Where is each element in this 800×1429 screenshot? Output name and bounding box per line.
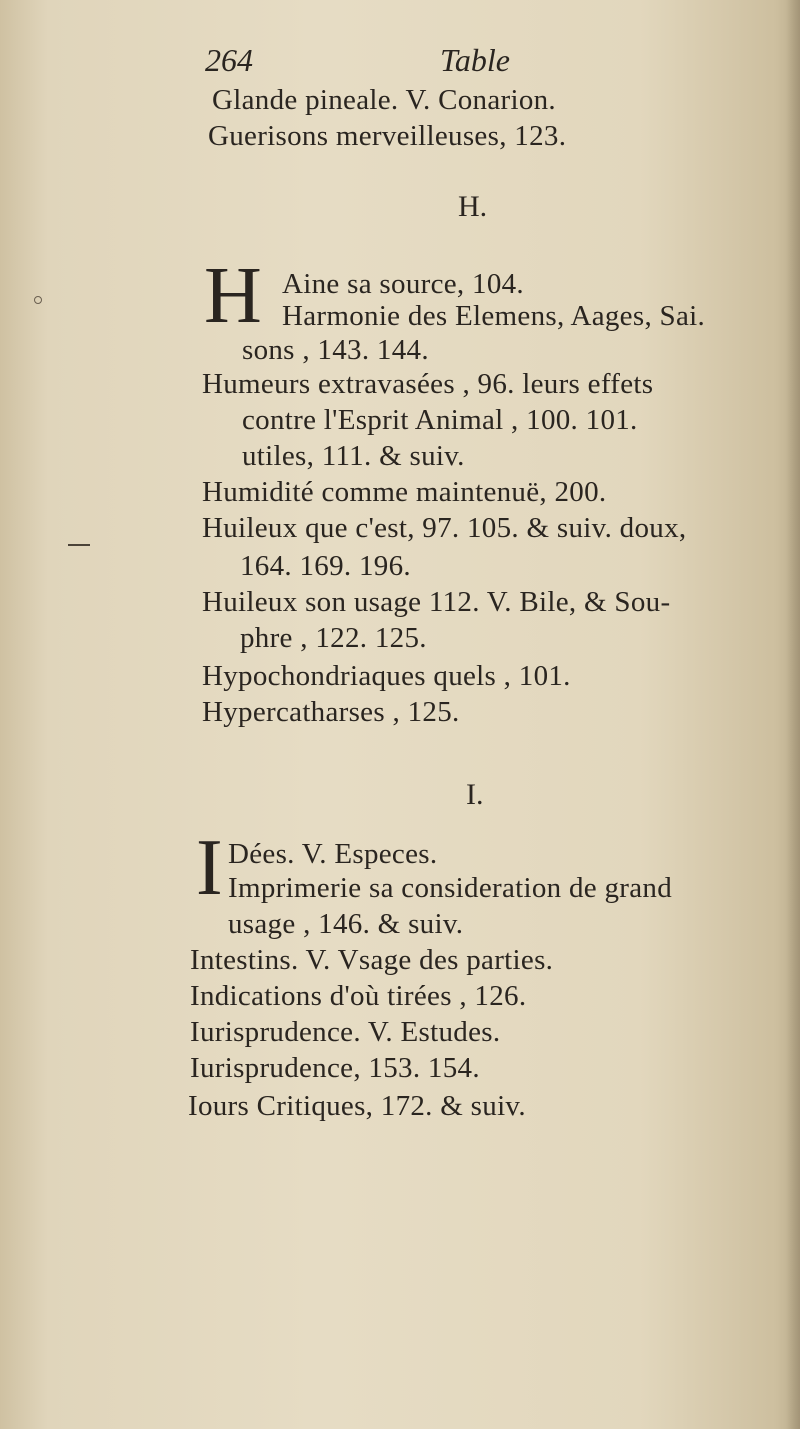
index-entry: Indications d'où tirées , 126. bbox=[190, 980, 527, 1012]
index-entry: Humidité comme maintenuë, 200. bbox=[202, 476, 607, 508]
page-number: 264 bbox=[205, 42, 253, 78]
index-entry: sons , 143. 144. bbox=[242, 334, 429, 366]
index-entry: Aine sa source, 104. bbox=[282, 268, 524, 300]
dropcap-i: I bbox=[196, 824, 223, 912]
margin-mark bbox=[68, 544, 90, 546]
index-entry: Glande pineale. V. Conarion. bbox=[212, 84, 556, 116]
index-entry: usage , 146. & suiv. bbox=[228, 908, 464, 940]
dropcap-h: H bbox=[204, 252, 262, 340]
section-letter-i: I. bbox=[466, 778, 484, 811]
index-entry: Huileux que c'est, 97. 105. & suiv. doux, bbox=[202, 512, 687, 544]
index-entry: Iurisprudence, 153. 154. bbox=[190, 1052, 480, 1084]
index-entry: Imprimerie sa consideration de grand bbox=[228, 872, 673, 904]
margin-dot bbox=[34, 296, 42, 304]
index-entry: Iurisprudence. V. Estudes. bbox=[190, 1016, 501, 1048]
index-entry: Humeurs extravasées , 96. leurs effets bbox=[202, 368, 654, 400]
page-edge-shadow bbox=[786, 0, 800, 1429]
index-entry: Huileux son usage 112. V. Bile, & Sou- bbox=[202, 586, 671, 618]
index-entry: Hypochondriaques quels , 101. bbox=[202, 660, 571, 692]
index-entry: 164. 169. 196. bbox=[240, 550, 411, 582]
index-entry: Hypercatharses , 125. bbox=[202, 696, 460, 728]
index-entry: contre l'Esprit Animal , 100. 101. bbox=[242, 404, 638, 436]
index-entry: Guerisons merveilleuses, 123. bbox=[208, 120, 567, 152]
index-entry: Intestins. V. Vsage des parties. bbox=[190, 944, 554, 976]
section-letter-h: H. bbox=[458, 190, 488, 223]
page-header bbox=[205, 42, 545, 86]
index-entry: Dées. V. Especes. bbox=[228, 838, 438, 870]
index-entry: Harmonie des Elemens, Aages, Sai. bbox=[282, 300, 706, 332]
index-entry: phre , 122. 125. bbox=[240, 622, 427, 654]
index-entry: utiles, 111. & suiv. bbox=[242, 440, 465, 472]
index-entry: Iours Critiques, 172. & suiv. bbox=[188, 1090, 526, 1122]
running-title: Table bbox=[440, 42, 510, 78]
